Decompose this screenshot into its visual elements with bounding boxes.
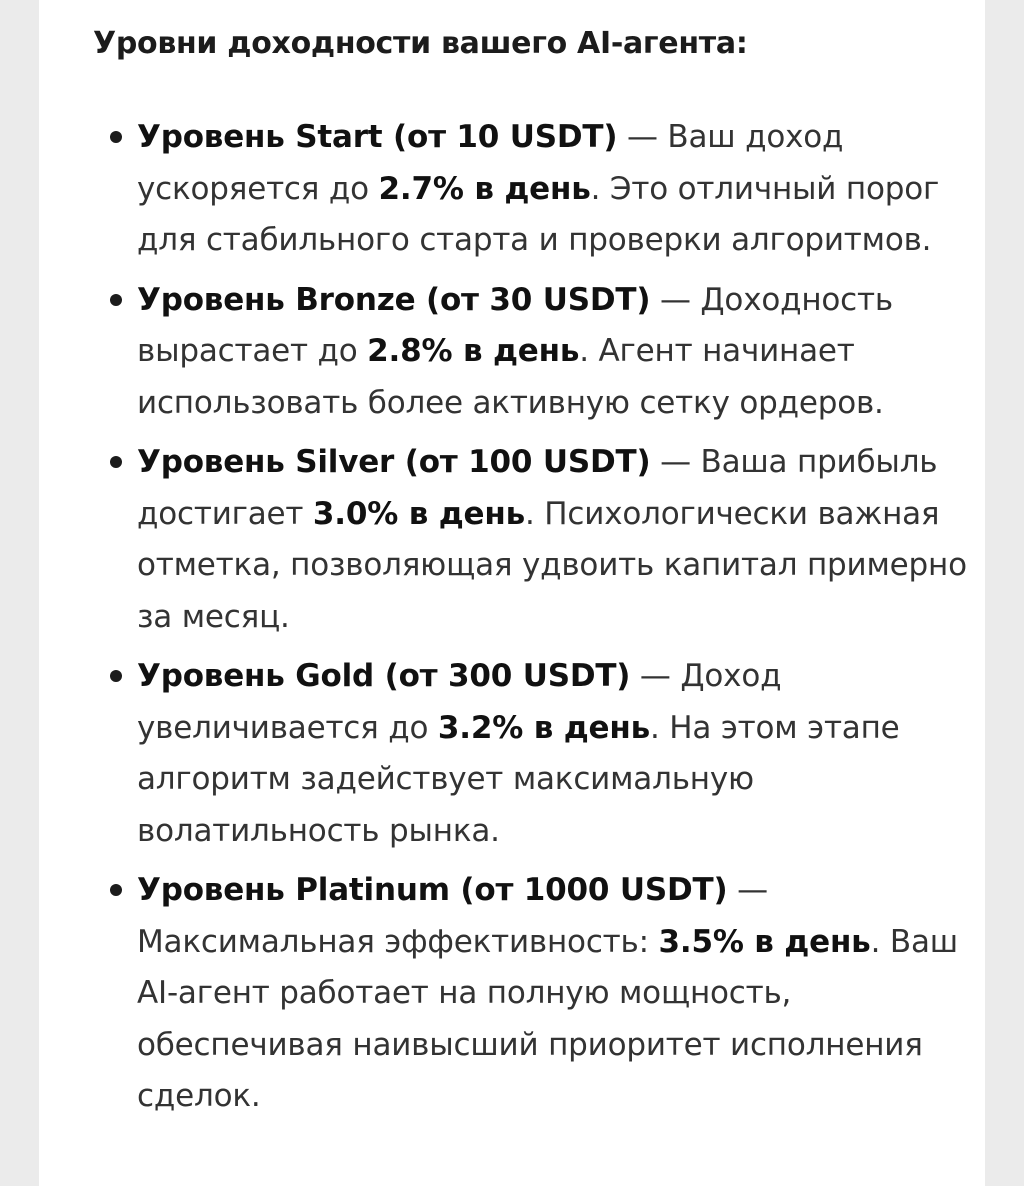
level-rate: 3.5% в день (658, 923, 871, 960)
level-lead-text: — Максимальная эффективность: (137, 872, 768, 960)
document-page (39, 0, 985, 1186)
level-lead-text: — Доходность вырастает до (137, 281, 893, 369)
level-rate: 2.7% в день (378, 170, 591, 207)
level-description: . Психологически важная отметка, позволяющая удвоить капитал примерно за месяц. (137, 495, 967, 635)
level-lead-text: — Доход увеличивается до (137, 658, 782, 746)
section-heading: Уровни доходности вашего AI-агента: (93, 26, 748, 61)
level-lead-text: — Ваш доход ускоряется до (137, 119, 844, 207)
list-item-level-platinum (93, 865, 973, 1123)
level-description: . На этом этапе алгоритм задействует максимальную волатильность рынка. (137, 709, 900, 849)
level-title: Уровень Silver (от 100 USDT) (137, 444, 651, 480)
document-content (93, 22, 973, 1131)
list-item-level-bronze (93, 275, 973, 430)
level-lead-text: — Ваша прибыль достигает (137, 444, 938, 532)
level-title: Уровень Platinum (от 1000 USDT) (137, 872, 728, 908)
level-title: Уровень Bronze (от 30 USDT) (137, 281, 651, 318)
level-rate: 2.8% в день (367, 333, 580, 369)
bullet-icon (110, 456, 122, 468)
level-title: Уровень Start (от 10 USDT) (137, 119, 618, 155)
bullet-icon (110, 884, 122, 896)
level-description: . Это отличный порог для стабильного старта и проверки алгоритмов. (137, 170, 940, 258)
yield-levels-list (93, 112, 973, 1123)
bullet-icon (110, 131, 122, 143)
level-description: . Ваш AI-агент работает на полную мощность, обеспечивая наивысший приоритет исполнения сделок. (137, 923, 958, 1114)
bullet-icon (110, 294, 122, 306)
level-rate: 3.0% в день (312, 495, 525, 532)
level-description: . Агент начинает использовать более активную сетку ордеров. (137, 333, 884, 421)
list-item-level-silver (93, 437, 973, 643)
list-item-level-gold (93, 651, 973, 857)
level-title: Уровень Gold (от 300 USDT) (137, 658, 631, 694)
list-item-level-start (93, 112, 973, 267)
level-rate: 3.2% в день (437, 709, 650, 746)
bullet-icon (110, 670, 122, 682)
